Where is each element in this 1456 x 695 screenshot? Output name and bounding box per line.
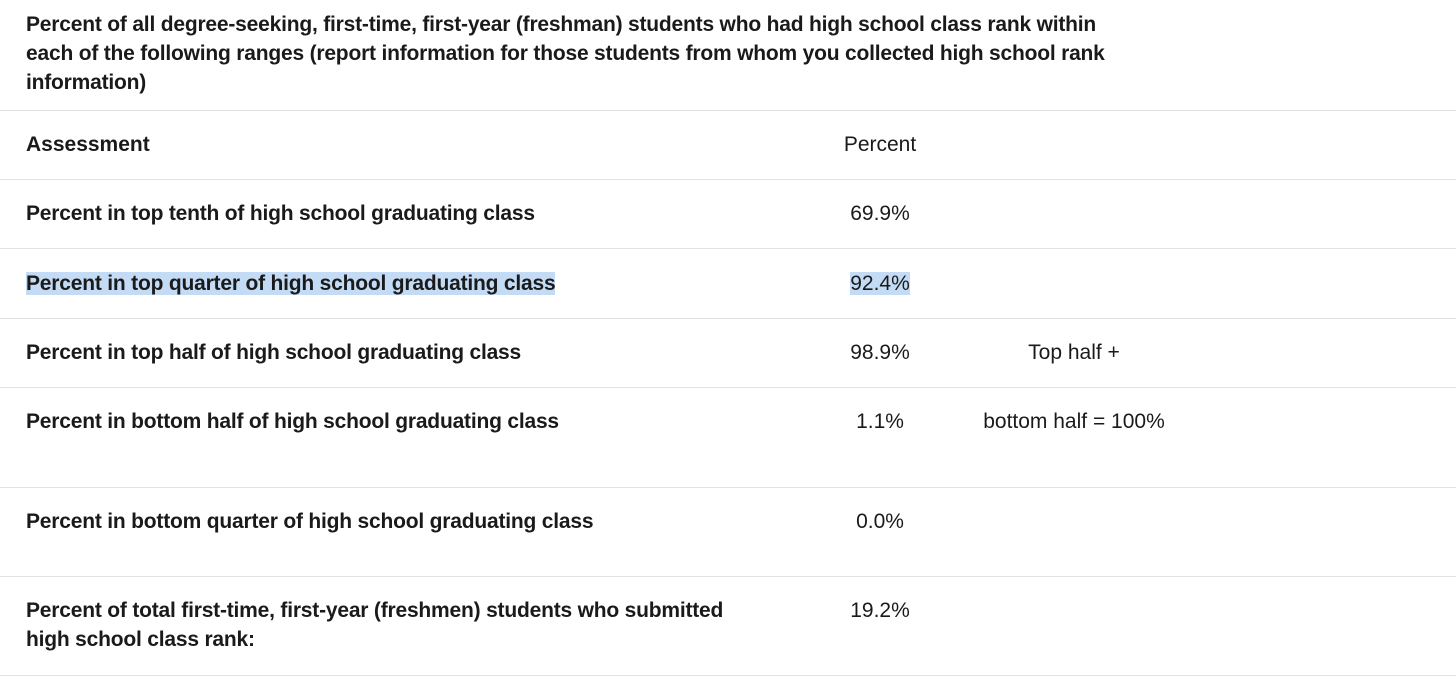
section-description: Percent of all degree-seeking, first-time, first-year (freshman) students who had high school class rank within each of the following ranges (report information for those students from whom you collected high school rank information): [26, 13, 1105, 94]
table-row-top-quarter: [0, 248, 1456, 318]
row-label: Percent of total first-time, first-year (freshmen) students who submitted high school class rank:: [26, 599, 724, 651]
row-percent: 0.0%: [856, 510, 904, 533]
selected-text[interactable]: Percent in top quarter of high school graduating class: [26, 272, 556, 295]
table-row-submitted-rank: [0, 576, 1456, 676]
table-row-top-half: [0, 318, 1456, 387]
table-header-row: [0, 110, 1456, 179]
row-percent: 98.9%: [850, 341, 910, 364]
row-note: Top half +: [1028, 341, 1120, 364]
row-label: Percent in top half of high school graduating class: [26, 341, 522, 364]
selected-text[interactable]: 92.4%: [850, 272, 910, 295]
assessment-column-header: Assessment: [26, 133, 150, 156]
row-percent: 1.1%: [856, 410, 904, 433]
row-label: Percent in bottom quarter of high school graduating class: [26, 510, 594, 533]
row-label: Percent in bottom half of high school graduating class: [26, 410, 559, 433]
table-row-top-tenth: [0, 179, 1456, 248]
percent-column-header: Percent: [843, 133, 917, 156]
row-percent: 19.2%: [850, 599, 910, 622]
class-rank-table: [0, 110, 1456, 676]
table-row-bottom-quarter: [0, 487, 1456, 576]
row-label: Percent in top tenth of high school graduating class: [26, 202, 535, 225]
row-label-selected: [26, 269, 555, 298]
table-row-bottom-half: [0, 387, 1456, 487]
row-note: bottom half = 100%: [983, 410, 1165, 433]
row-percent: 69.9%: [850, 202, 910, 225]
row-percent-selected: [780, 269, 980, 298]
